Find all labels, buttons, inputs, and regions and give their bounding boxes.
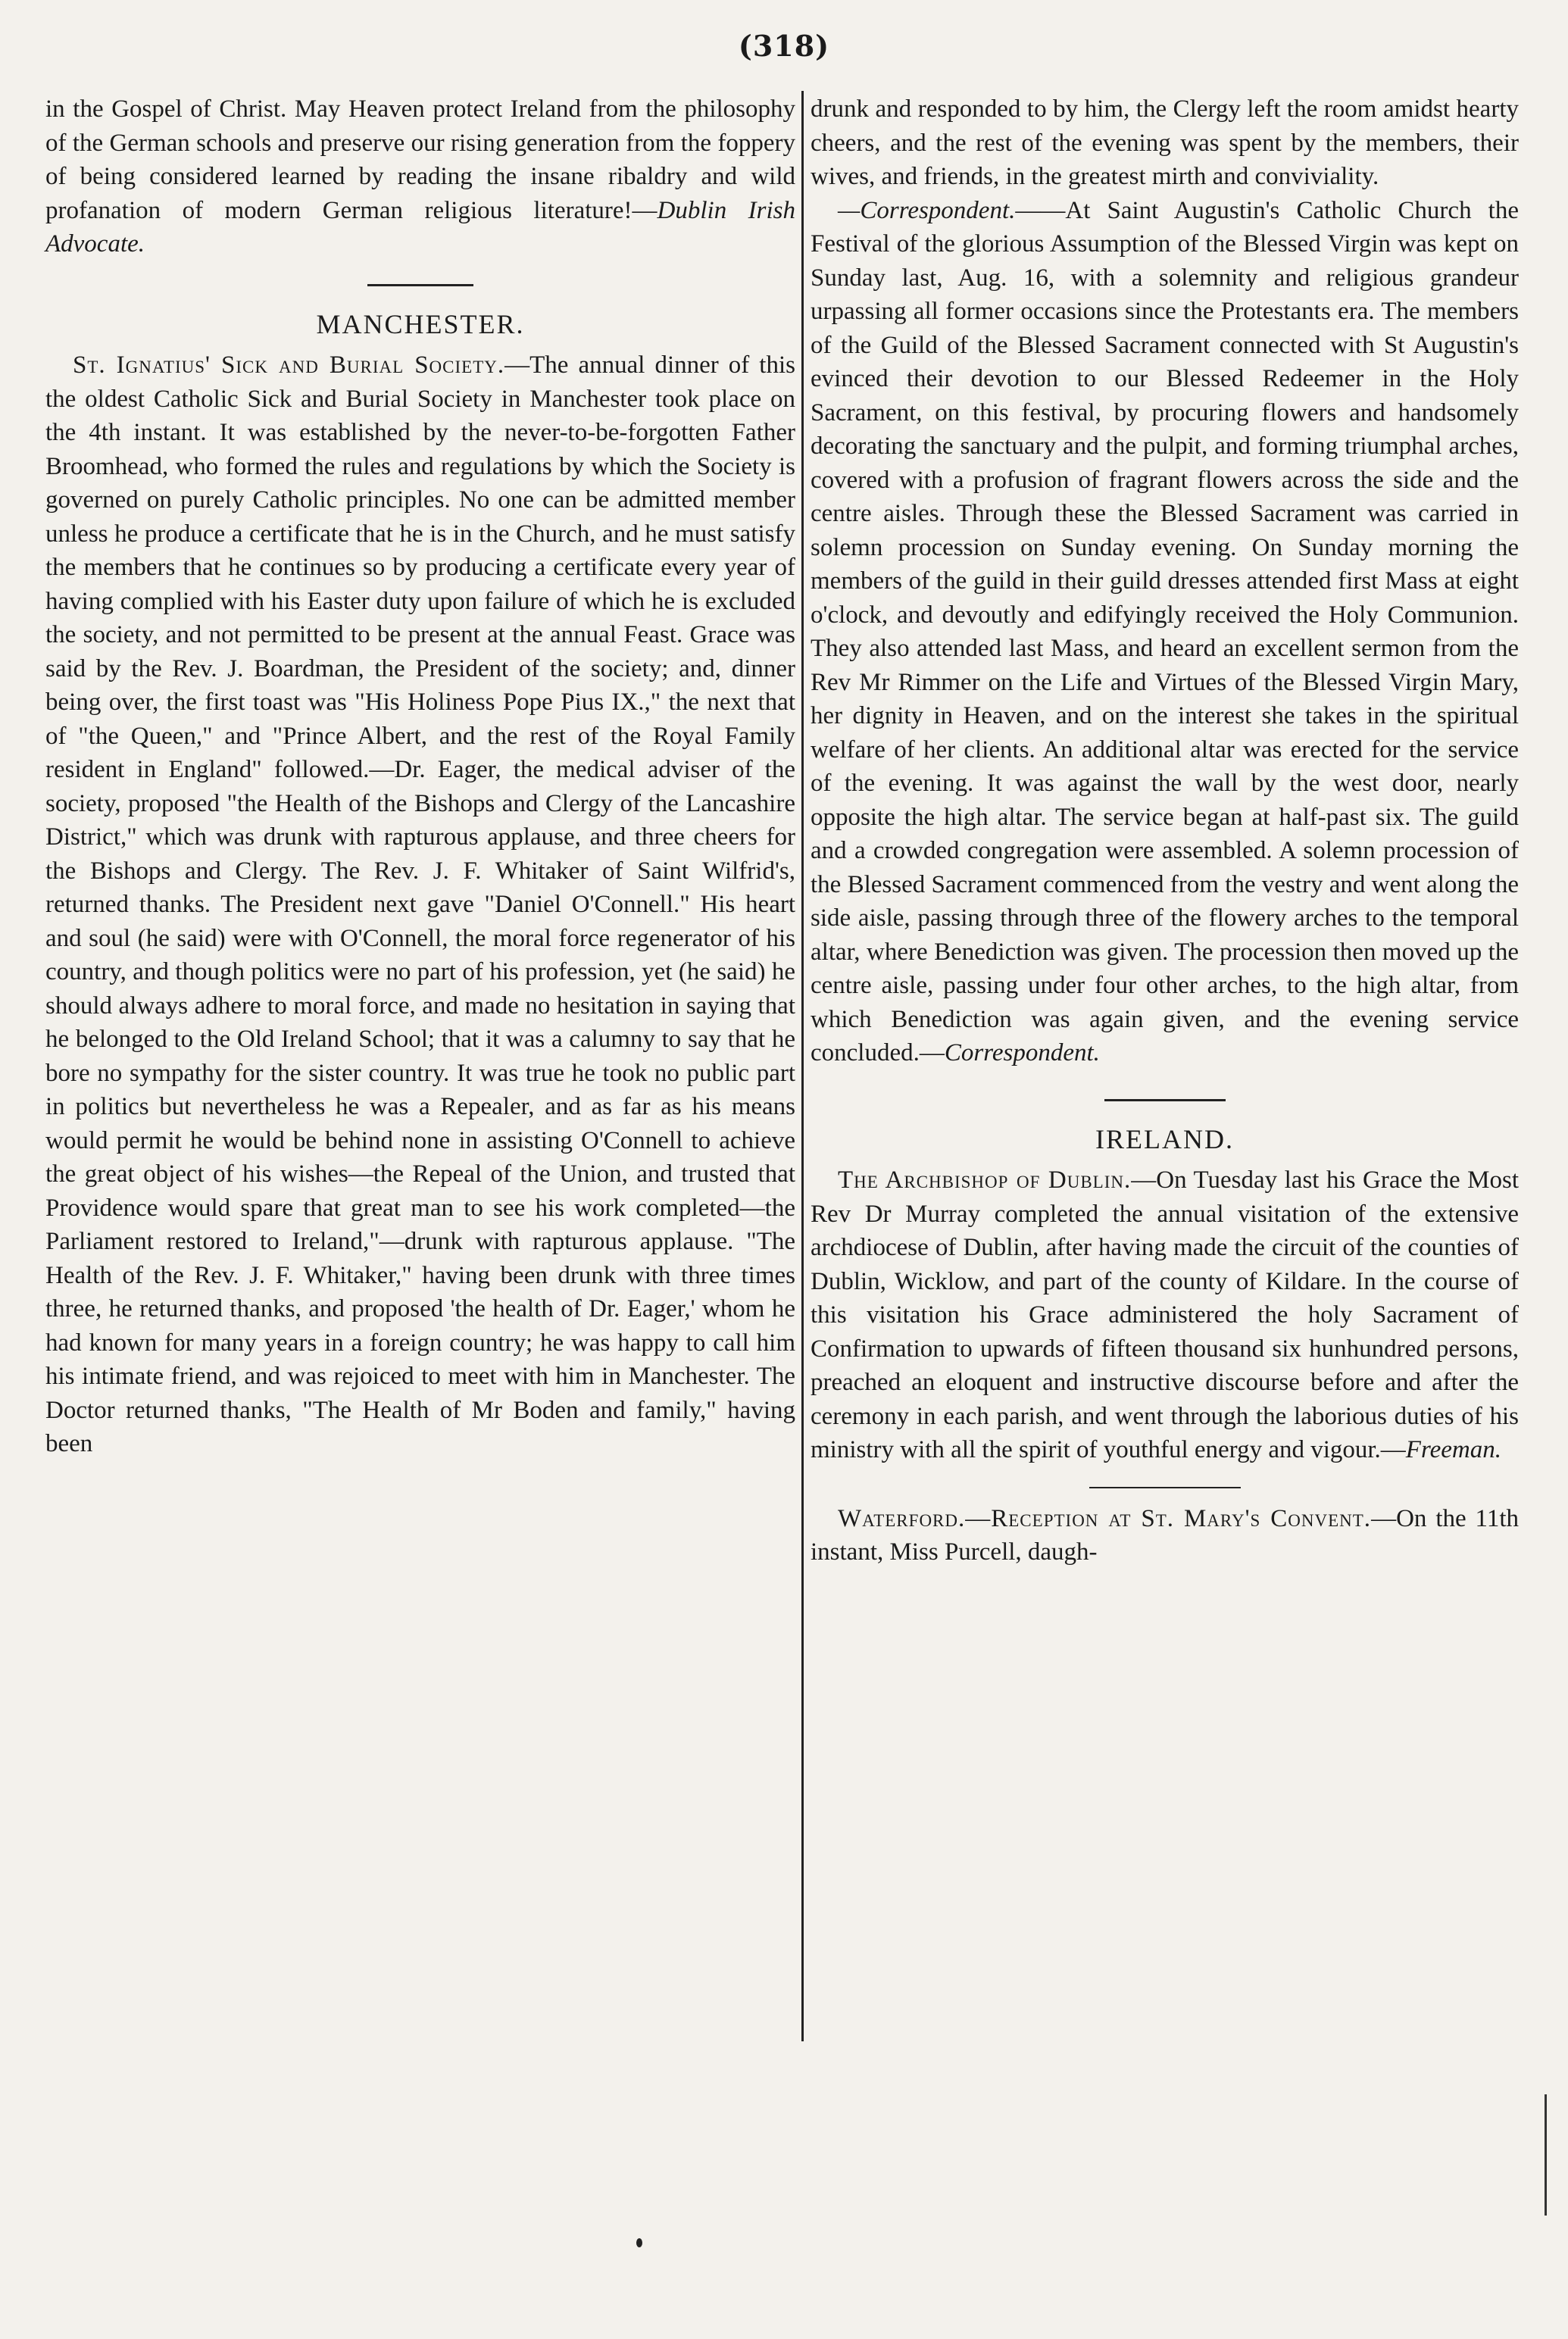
society-lead: St. Ignatius' Sick and Burial Society. (73, 351, 505, 379)
left-column (45, 92, 795, 1461)
section-divider (1104, 1099, 1226, 1101)
column-rule (801, 91, 804, 2041)
continuation-source: —Correspondent. (838, 196, 1016, 224)
archbishop-article (811, 1163, 1519, 1467)
section-divider (367, 284, 473, 286)
assumption-article (811, 194, 1519, 1070)
ink-dot (636, 2238, 642, 2247)
page-number: (318) (738, 29, 830, 63)
waterford-body: —On the 11th instant, Miss Purcell, daugh- (811, 1504, 1520, 1566)
intro-text: in the Gospel of Christ. May Heaven protect Ireland from the philosophy of the German schools and preserve our rising generation from the foppery of being considered learned by reading the insane ribaldry and wild profanation of modern German religious literature!— (45, 95, 795, 224)
archbishop-source: Freeman. (1405, 1436, 1501, 1463)
intro-paragraph (45, 92, 795, 261)
assumption-source: Correspondent. (944, 1039, 1100, 1066)
archbishop-lead: The Archbishop of Dublin. (838, 1166, 1132, 1194)
waterford-article (811, 1502, 1519, 1569)
margin-mark (1545, 2094, 1547, 2216)
continuation-text: drunk and responded to by him, the Clergy left the room amidst hearty cheers, and the rest of the evening was spent by the members, their wives, and friends, in the greatest mirth and conviviality. (811, 95, 1519, 190)
waterford-lead: Waterford.—Reception at St. Mary's Convent. (838, 1504, 1372, 1532)
assumption-body: ——At Saint Augustin's Catholic Church the Festival of the glorious Assumption of the Blessed Virgin was kept on Sunday last, Aug. 16, with a solemnity and religious grandeur urpassing all former occasions since the Protestants era. The members of the Guild of the Blessed Sacrament connected with St Augustin's evinced their devotion to our Blessed Redeemer in the Holy Sacrament, on this festival, by procuring flowers and handsomely decorating the sanctuary and the pulpit, and forming triumphal arches, covered with a profusion of fragrant flowers across the side and the centre aisles. Through these the Blessed Sacrament was carried in solemn procession on Sunday evening. On Sunday morning the members of the guild in their guild dresses attended first Mass at eight o'clock, and devoutly and edifyingly received the Holy Communion. They also attended last Mass, and heard an excellent sermon from the Rev Mr Rimmer on the Life and Virtues of the Blessed Virgin Mary, her dignity in Heaven, and on the interest she takes in the spiritual welfare of her clients. An additional altar was erected for the service of the evening. It was against the wall by the west door, nearly opposite the high altar. The service began at half-past six. The guild and a crowded congregation were assembled. A solemn procession of the Blessed Sacrament commenced from the vestry and went along the side aisle, passing through three of the flowery arches to the temporal altar, where Benediction was given. The procession then moved up the centre aisle, passing under four other arches, to the high altar, from which Benediction was again given, and the evening service concluded.— (811, 196, 1519, 1066)
continuation-paragraph (811, 92, 1519, 194)
manchester-heading: MANCHESTER. (316, 308, 525, 339)
society-body: —The annual dinner of this the oldest Catholic Sick and Burial Society in Manchester took place on the 4th instant. It was established by the never-to-be-forgotten Father Broomhead, who formed the rules and regulations by which the Society is governed on purely Catholic principles. No one can be admitted member unless he produce a certificate that he is in the Church, and he must satisfy the members that he continues so by producing a certificate every year of having complied with his Easter duty upon failure of which he is excluded the society, and not permitted to be present at the annual Feast. Grace was said by the Rev. J. Boardman, the President of the society; and, dinner being over, the first toast was "His Holiness Pope Pius IX.," the next that of "the Queen," and "Prince Albert, and the rest of the Royal Family resident in England" followed.—Dr. Eager, the medical adviser of the society, proposed "the Health of the Bishops and Clergy of the Lancashire District," which was drunk with rapturous applause, and three cheers for the Bishops and Clergy. The Rev. J. F. Whitaker of Saint Wilfrid's, returned thanks. The President next gave "Daniel O'Connell." His heart and soul (he said) were with O'Connell, the moral force regenerator of his country, and though politics were no part of his profession, yet (he said) he should always adhere to moral force, and made no hesitation in saying that he belonged to the Old Ireland School; that it was a calumny to say that he bore no sympathy for the sister country. It was true he took no public part in politics but nevertheless he was a Repealer, and as far as his means would permit he would be behind none in assisting O'Connell to achieve the great object of his wishes—the Repeal of the Union, and trusted that Providence would spare that great man to see his work completed—the Parliament restored to Ireland,"—drunk with rapturous applause. "The Health of the Rev. J. F. Whitaker," having been drunk with three times three, he returned thanks, and proposed 'the health of Dr. Eager,' whom he had known for many years in a foreign country; he was happy to call him his intimate friend, and was rejoiced to meet with him in Manchester. The Doctor returned thanks, "The Health of Mr Boden and family," having been (45, 351, 795, 1457)
society-article (45, 348, 795, 1461)
ireland-heading: IRELAND. (1095, 1123, 1234, 1154)
archbishop-body: —On Tuesday last his Grace the Most Rev Dr Murray completed the annual visitation of the extensive archdiocese of Dublin, after having made the circuit of the counties of Dublin, Wicklow, and part of the county of Kildare. In the course of this visitation his Grace administered the holy Sacrament of Confirmation to upwards of fifteen thousand six hunhundred persons, preached an eloquent and instructive discourse before and after the ceremony in each parish, and went through the laborious duties of his ministry with all the spirit of youthful energy and vigour.— (811, 1166, 1519, 1463)
right-column (811, 92, 1519, 1569)
intro-source: Dublin Irish Advocate. (45, 196, 795, 258)
section-divider (1089, 1487, 1241, 1488)
